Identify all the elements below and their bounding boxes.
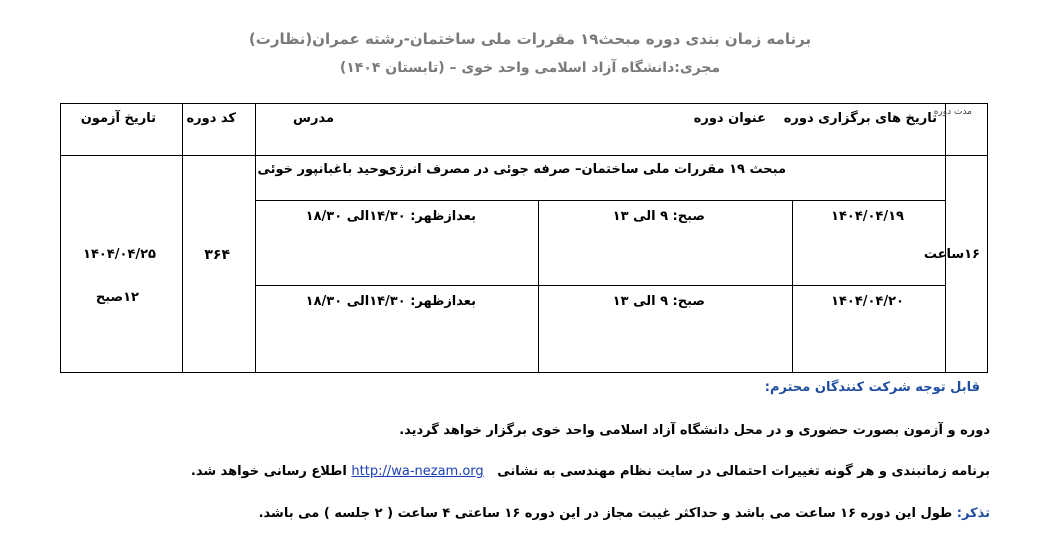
table-col-divider <box>792 200 793 373</box>
instructor-name: وحید باغبانپور خوئی <box>257 162 387 177</box>
table-border-right <box>987 103 988 373</box>
header-dates: تاریخ های برگزاری دوره <box>783 111 937 126</box>
document-title: برنامه زمان بندی دوره مبحث۱۹ مقررات ملی ساختمان-رشته عمران(نظارت) <box>248 30 812 48</box>
exam-date-value: ۱۴۰۴/۰۴/۲۵ <box>83 247 156 262</box>
table-col-divider <box>255 103 256 373</box>
header-course-title: عنوان دوره <box>693 111 766 126</box>
duration-value: ۱۶ساعت <box>923 247 980 262</box>
table-border-top <box>60 103 987 104</box>
exam-time-value: ۱۲صبح <box>95 290 139 305</box>
note-line-2-before: برنامه زمانبندی و هر گونه تغییرات احتمالی در سایت نظام مهندسی به نشانی <box>497 464 990 479</box>
table-col-divider <box>945 103 946 373</box>
table-row-divider <box>255 200 945 201</box>
table-col-divider <box>182 103 183 373</box>
header-instructor: مدرس <box>293 111 334 126</box>
note-line-1: دوره و آزمون بصورت حضوری و در محل دانشگاه آزاد اسلامی واحد خوی برگزار خواهد گردید. <box>399 423 990 438</box>
session-date-1: ۱۴۰۴/۰۴/۱۹ <box>831 209 904 224</box>
table-border-bottom <box>60 372 987 373</box>
table-border-left <box>60 103 61 373</box>
header-duration: مدت دوره <box>933 107 972 117</box>
note-line-2 <box>191 464 990 479</box>
course-code-value: ۳۶۴ <box>204 247 230 263</box>
session-morning-2: صبح: ۹ الی ۱۳ <box>612 294 705 309</box>
header-course-code: کد دوره <box>186 111 236 126</box>
reminder-line <box>259 506 990 521</box>
session-date-2: ۱۴۰۴/۰۴/۲۰ <box>831 294 904 309</box>
table-col-divider <box>538 200 539 373</box>
session-afternoon-2: بعدازظهر: ۱۴/۳۰الی ۱۸/۳۰ <box>305 294 476 309</box>
reminder-text: طول این دوره ۱۶ ساعت می باشد و حداکثر غیبت مجاز در این دوره ۱۶ ساعتی ۴ ساعت ( ۲ جلسه ) می باشد. <box>258 506 953 521</box>
session-afternoon-1: بعدازظهر: ۱۴/۳۰الی ۱۸/۳۰ <box>305 209 476 224</box>
table-row-divider <box>255 285 945 286</box>
nezam-website-link[interactable]: http://wa-nezam.org <box>351 464 484 479</box>
course-name: مبحث ۱۹ مقررات ملی ساختمان– صرفه جوئی در مصرف انرژی <box>384 162 786 177</box>
document-subtitle: مجری:دانشگاه آزاد اسلامی واحد خوی – (تابستان ۱۴۰۴) <box>339 60 721 76</box>
session-morning-1: صبح: ۹ الی ۱۳ <box>612 209 705 224</box>
header-exam-date: تاریخ آزمون <box>80 111 156 126</box>
reminder-label: تذکر: <box>956 506 990 521</box>
table-header-divider <box>60 155 987 156</box>
note-line-2-after: اطلاع رسانی خواهد شد. <box>190 464 347 479</box>
attention-heading: قابل توجه شرکت کنندگان محترم: <box>764 380 980 395</box>
